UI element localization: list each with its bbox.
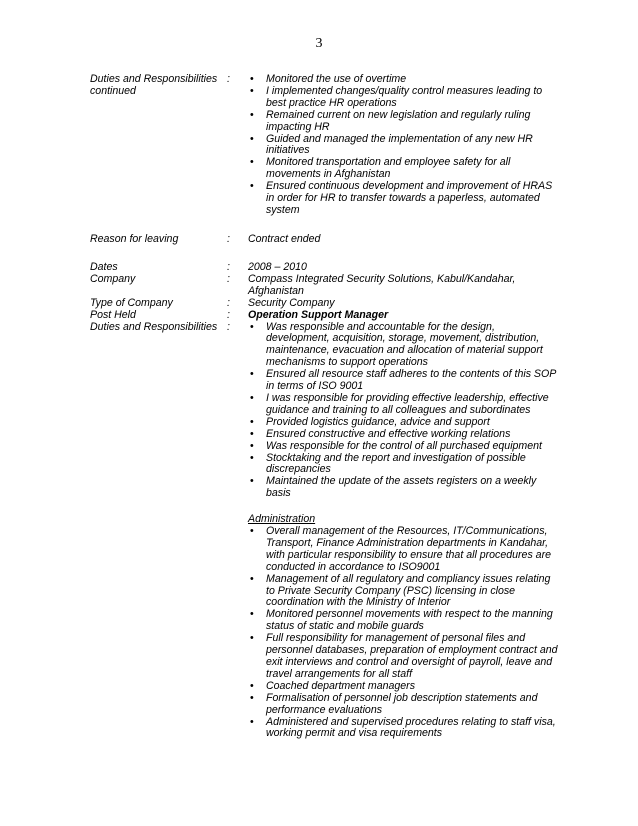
duties-continued-label <box>90 74 227 217</box>
list-item: • Coached department managers <box>248 681 560 693</box>
duties-label-line2: continued <box>90 84 136 97</box>
colon: : <box>227 320 230 333</box>
list-item: • Remained current on new legislation and regularly ruling impacting HR <box>248 110 560 134</box>
colon: : <box>227 261 230 273</box>
list-item: • Ensured continuous development and improvement of HRAS in order for HR to transfer towards a paperless, automated system <box>248 181 560 217</box>
page-number: 3 <box>315 36 323 51</box>
list-item: • Monitored personnel movements with respect to the manning status of static and mobile guards <box>248 609 560 633</box>
post-held-row <box>90 310 560 322</box>
job-section <box>90 262 560 740</box>
list-item: • Full responsibility for management of personal files and personnel databases, preparation of employment contract and exit interviews and control and oversight of payroll, leave and travel arrangements for all staff <box>248 633 560 681</box>
list-item: • Monitored transportation and employee safety for all movements in Afghanistan <box>248 157 560 181</box>
colon: : <box>227 272 230 285</box>
list-item: • Overall management of the Resources, IT/Communications, Transport, Finance Administration departments in Kandahar, with particular responsibility to ensure that all procedures are conducted in accordance to ISO9001 <box>248 526 560 574</box>
list-item: • Ensured constructive and effective working relations <box>248 429 560 441</box>
duties-continued-list <box>248 74 560 217</box>
list-item: • Was responsible and accountable for the design, development, acquisition, storage, movement, distribution, maintenance, evacuation and allocation of material support mechanisms to support operations <box>248 322 560 370</box>
duties-row <box>90 322 560 741</box>
duties-label-line1: Duties and Responsibilities <box>90 73 218 85</box>
reason-row <box>90 234 560 246</box>
company-row <box>90 274 560 298</box>
list-item: • I was responsible for providing effective leadership, effective guidance and training to all colleagues and subordinates <box>248 393 560 417</box>
colon: : <box>227 73 230 85</box>
colon: : <box>227 308 230 321</box>
company-value: Compass Integrated Security Solutions, Kabul/Kandahar, Afghanistan <box>248 272 516 297</box>
list-item: • Management of all regulatory and compliancy issues relating to Private Security Company (PSC) licensing in close coordination with the Ministry of Interior <box>248 574 560 610</box>
list-item: • Maintained the update of the assets registers on a weekly basis <box>248 476 560 500</box>
list-item: • Formalisation of personnel job description statements and performance evaluations <box>248 693 560 717</box>
company-type-row <box>90 298 560 310</box>
list-item: • Ensured all resource staff adheres to the contents of this SOP in terms of ISO 9001 <box>248 369 560 393</box>
post-held-label: Post Held <box>90 308 136 321</box>
company-type-label: Type of Company <box>90 296 173 309</box>
reason-value: Contract ended <box>248 233 321 245</box>
company-label: Company <box>90 272 136 285</box>
duties-list <box>248 322 560 501</box>
colon: : <box>227 296 230 309</box>
list-item: • Stocktaking and the report and investigation of possible discrepancies <box>248 453 560 477</box>
duties-continued-section <box>90 74 560 217</box>
administration-heading: Administration <box>248 513 316 526</box>
duties-label: Duties and Responsibilities <box>90 320 218 333</box>
list-item: • Guided and managed the implementation of any new HR initiatives <box>248 134 560 158</box>
list-item: • Provided logistics guidance, advice and support <box>248 417 560 429</box>
list-item: • Monitored the use of overtime <box>248 74 560 86</box>
company-type-value: Security Company <box>248 296 335 309</box>
administration-list <box>248 526 560 740</box>
duties-value <box>248 322 560 741</box>
list-item: • I implemented changes/quality control measures leading to best practice HR operations <box>248 86 560 110</box>
reason-label: Reason for leaving <box>90 233 179 245</box>
duties-continued-row <box>90 74 560 217</box>
list-item: • Was responsible for the control of all purchased equipment <box>248 441 560 453</box>
colon: : <box>227 233 230 245</box>
dates-value: 2008 – 2010 <box>248 261 307 273</box>
list-item: • Administered and supervised procedures relating to staff visa, working permit and visa requirements <box>248 717 560 741</box>
reason-section <box>90 234 560 246</box>
dates-label: Dates <box>90 261 118 273</box>
post-held-value: Operation Support Manager <box>248 308 389 321</box>
